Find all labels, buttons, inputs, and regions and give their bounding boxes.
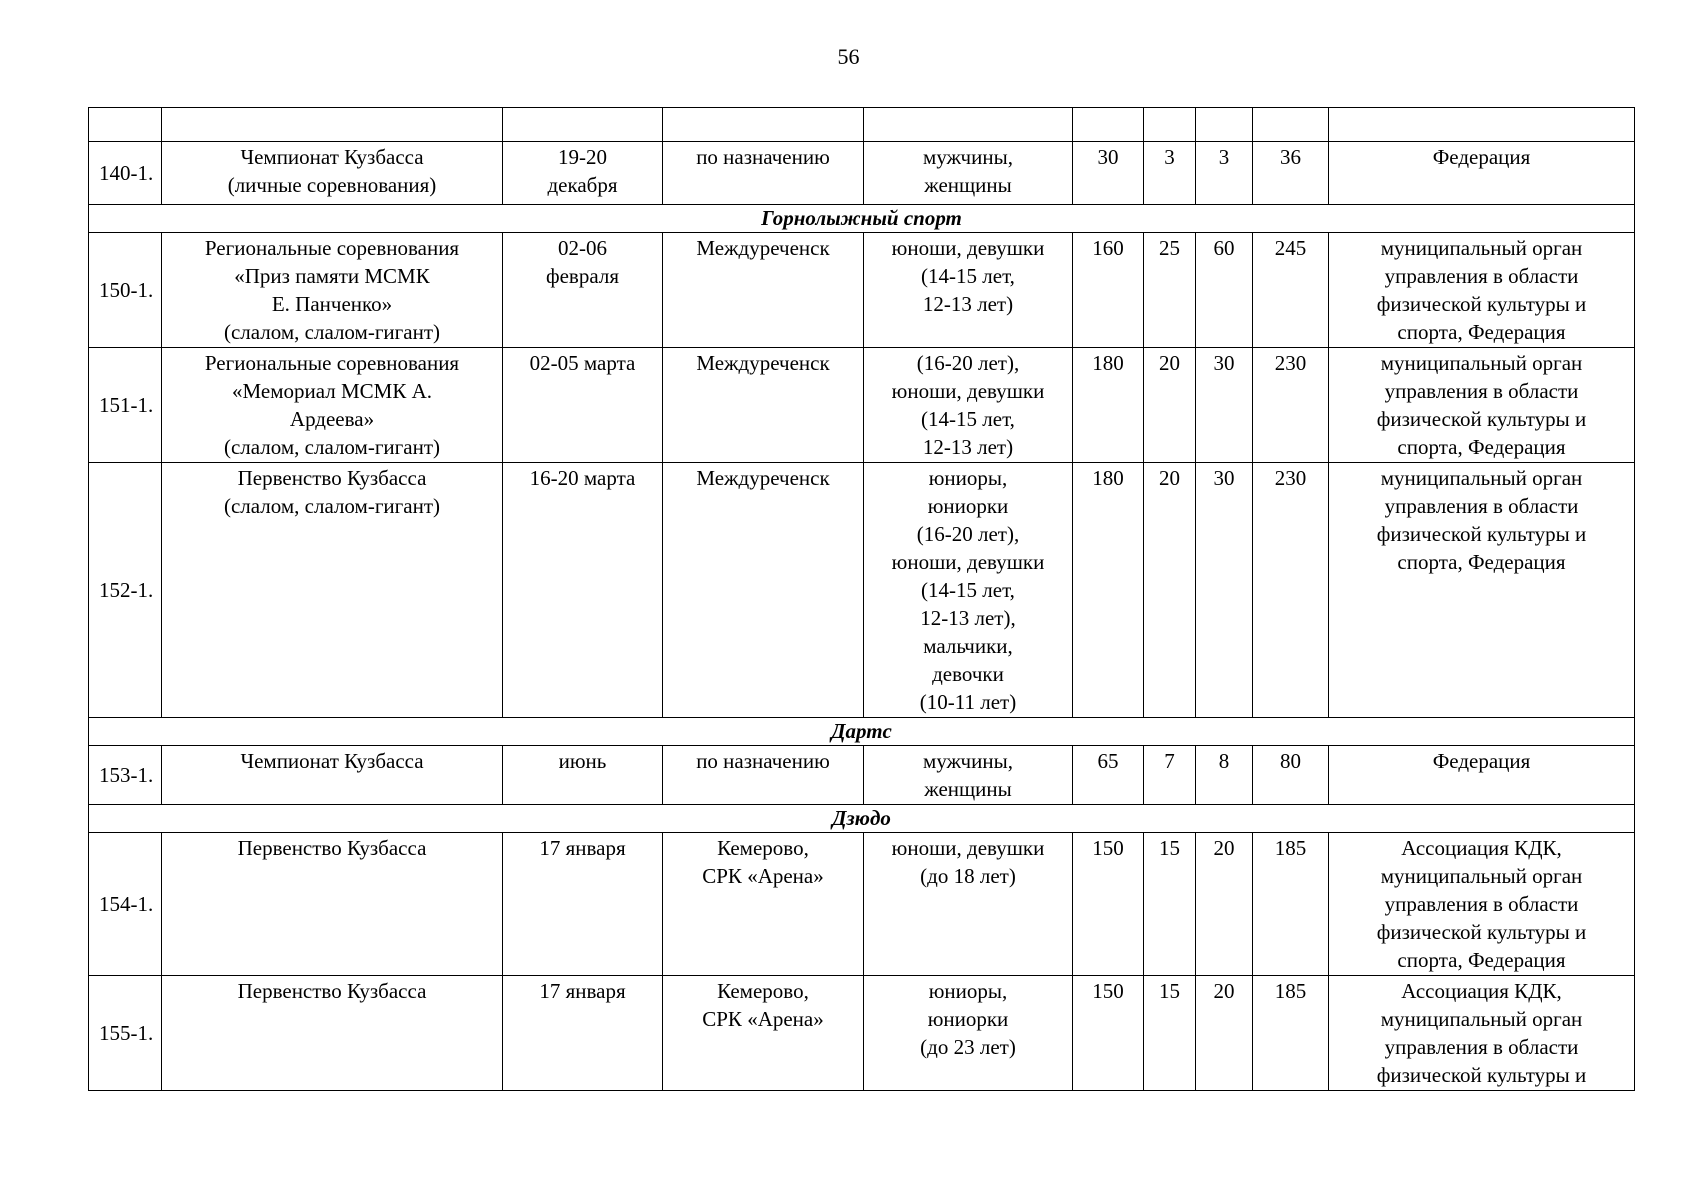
- count-total: 80: [1253, 746, 1329, 805]
- count-3: 20: [1196, 833, 1253, 976]
- count-3: 60: [1196, 233, 1253, 348]
- count-total: 230: [1253, 348, 1329, 463]
- event-place: Междуреченск: [663, 463, 864, 718]
- event-participants: мужчины, женщины: [864, 142, 1073, 205]
- event-name: Региональные соревнования «Мемориал МСМК А. Ардеева» (слалом, слалом-гигант): [162, 348, 503, 463]
- table-row: [89, 746, 1635, 805]
- count-1: 180: [1073, 463, 1144, 718]
- header-cell: [162, 108, 503, 142]
- event-place: Кемерово, СРК «Арена»: [663, 833, 864, 976]
- count-3: 30: [1196, 348, 1253, 463]
- event-participants: юноши, девушки (до 18 лет): [864, 833, 1073, 976]
- table-row: [89, 348, 1635, 463]
- event-organizer: Ассоциация КДК, муниципальный орган управления в области физической культуры и: [1329, 976, 1635, 1091]
- event-organizer: Ассоциация КДК, муниципальный орган управления в области физической культуры и спорта, Федерация: [1329, 833, 1635, 976]
- count-3: 8: [1196, 746, 1253, 805]
- event-date: 19-20 декабря: [503, 142, 663, 205]
- count-2: 20: [1144, 463, 1196, 718]
- event-place: по назначению: [663, 142, 864, 205]
- section-row: [89, 205, 1635, 233]
- table-row: [89, 976, 1635, 1091]
- count-2: 15: [1144, 976, 1196, 1091]
- count-3: 3: [1196, 142, 1253, 205]
- count-2: 25: [1144, 233, 1196, 348]
- count-3: 20: [1196, 976, 1253, 1091]
- count-1: 30: [1073, 142, 1144, 205]
- event-organizer: Федерация: [1329, 142, 1635, 205]
- count-1: 150: [1073, 976, 1144, 1091]
- events-table: [88, 107, 1635, 1091]
- section-row: [89, 718, 1635, 746]
- header-cell: [1253, 108, 1329, 142]
- event-number: 140-1.: [89, 142, 162, 205]
- event-organizer: муниципальный орган управления в области физической культуры и спорта, Федерация: [1329, 463, 1635, 718]
- event-number: 154-1.: [89, 833, 162, 976]
- event-participants: (16-20 лет), юноши, девушки (14-15 лет, 12-13 лет): [864, 348, 1073, 463]
- header-cell: [1073, 108, 1144, 142]
- table-row: [89, 463, 1635, 718]
- event-date: июнь: [503, 746, 663, 805]
- event-organizer: муниципальный орган управления в области физической культуры и спорта, Федерация: [1329, 348, 1635, 463]
- event-name: Чемпионат Кузбасса: [162, 746, 503, 805]
- count-total: 230: [1253, 463, 1329, 718]
- event-date: 17 января: [503, 976, 663, 1091]
- count-2: 20: [1144, 348, 1196, 463]
- section-title-judo: Дзюдо: [89, 805, 1635, 833]
- event-participants: мужчины, женщины: [864, 746, 1073, 805]
- event-place: Междуреченск: [663, 348, 864, 463]
- page-number: 56: [837, 44, 860, 69]
- table-header-row: [89, 108, 1635, 142]
- table-row: [89, 142, 1635, 205]
- count-1: 150: [1073, 833, 1144, 976]
- event-number: 152-1.: [89, 463, 162, 718]
- event-place: Кемерово, СРК «Арена»: [663, 976, 864, 1091]
- section-row: [89, 805, 1635, 833]
- count-2: 15: [1144, 833, 1196, 976]
- count-total: 185: [1253, 976, 1329, 1091]
- event-participants: юниоры, юниорки (16-20 лет), юноши, девушки (14-15 лет, 12-13 лет), мальчики, девочки (10-11 лет): [864, 463, 1073, 718]
- count-total: 245: [1253, 233, 1329, 348]
- count-total: 36: [1253, 142, 1329, 205]
- header-cell: [89, 108, 162, 142]
- count-2: 3: [1144, 142, 1196, 205]
- event-name: Первенство Кузбасса (слалом, слалом-гигант): [162, 463, 503, 718]
- count-2: 7: [1144, 746, 1196, 805]
- event-name: Первенство Кузбасса: [162, 976, 503, 1091]
- event-date: 16-20 марта: [503, 463, 663, 718]
- event-number: 155-1.: [89, 976, 162, 1091]
- count-1: 65: [1073, 746, 1144, 805]
- event-number: 151-1.: [89, 348, 162, 463]
- count-total: 185: [1253, 833, 1329, 976]
- header-cell: [1144, 108, 1196, 142]
- table-row: [89, 833, 1635, 976]
- event-date: 02-06 февраля: [503, 233, 663, 348]
- event-date: 02-05 марта: [503, 348, 663, 463]
- section-title-alpine: Горнолыжный спорт: [89, 205, 1635, 233]
- event-date: 17 января: [503, 833, 663, 976]
- event-organizer: Федерация: [1329, 746, 1635, 805]
- header-cell: [1329, 108, 1635, 142]
- event-number: 150-1.: [89, 233, 162, 348]
- event-name: Чемпионат Кузбасса (личные соревнования): [162, 142, 503, 205]
- count-1: 180: [1073, 348, 1144, 463]
- event-participants: юноши, девушки (14-15 лет, 12-13 лет): [864, 233, 1073, 348]
- header-cell: [1196, 108, 1253, 142]
- header-cell: [864, 108, 1073, 142]
- section-title-darts: Дартс: [89, 718, 1635, 746]
- event-place: по назначению: [663, 746, 864, 805]
- header-cell: [503, 108, 663, 142]
- event-name: Региональные соревнования «Приз памяти МСМК Е. Панченко» (слалом, слалом-гигант): [162, 233, 503, 348]
- count-1: 160: [1073, 233, 1144, 348]
- event-organizer: муниципальный орган управления в области физической культуры и спорта, Федерация: [1329, 233, 1635, 348]
- table-row: [89, 233, 1635, 348]
- event-participants: юниоры, юниорки (до 23 лет): [864, 976, 1073, 1091]
- count-3: 30: [1196, 463, 1253, 718]
- event-number: 153-1.: [89, 746, 162, 805]
- event-name: Первенство Кузбасса: [162, 833, 503, 976]
- header-cell: [663, 108, 864, 142]
- event-place: Междуреченск: [663, 233, 864, 348]
